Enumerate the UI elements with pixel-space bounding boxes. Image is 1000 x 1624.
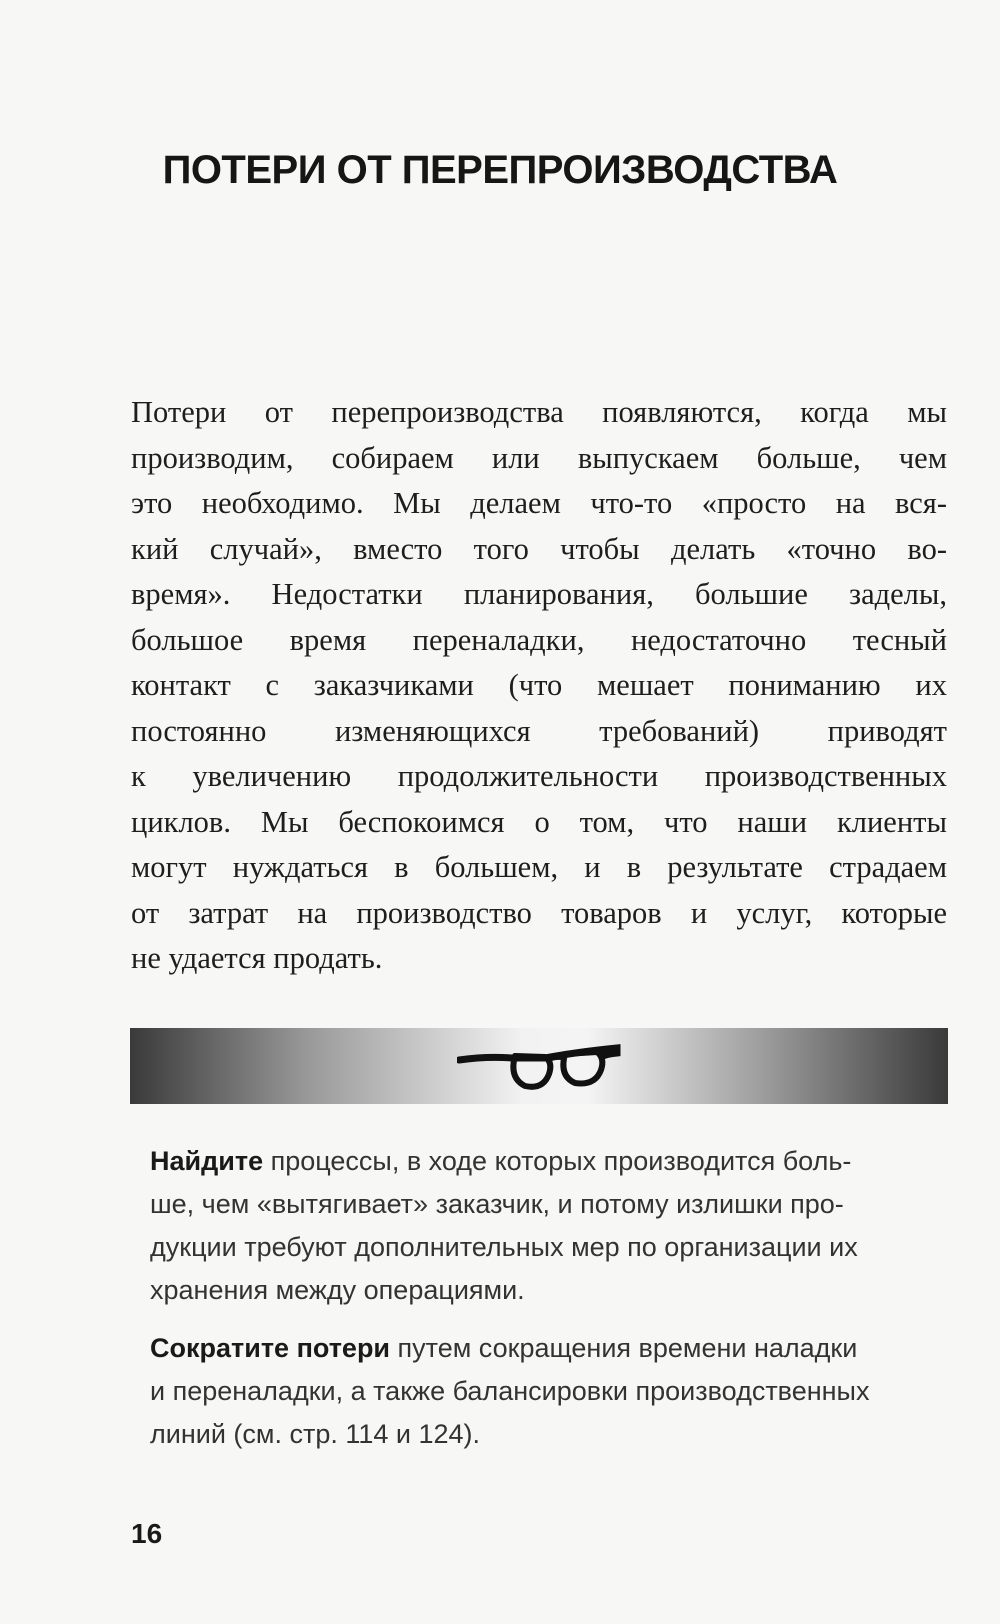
paragraph-line: к увеличению продолжительности производственных: [131, 759, 947, 793]
paragraph-line: не удается продать.: [131, 941, 383, 975]
tip-keyword: Найдите: [150, 1146, 264, 1176]
glasses-banner: [130, 1028, 948, 1104]
find-tip: [150, 1140, 940, 1312]
tip-text: путем сокращения времени наладки: [390, 1333, 858, 1363]
paragraph-line: от затрат на производство товаров и услуг, которые: [131, 895, 947, 930]
tip-text: процессы, в ходе которых производится боль-: [263, 1146, 852, 1176]
paragraph-line: циклов. Мы беспокоимся о том, что наши клиенты: [131, 804, 947, 839]
tip-line: ше, чем «вытягивает» заказчик, и потому излишки про-: [150, 1189, 844, 1219]
tip-line: хранения между операциями.: [150, 1275, 525, 1305]
reduce-tip: [150, 1327, 940, 1456]
tip-keyword: Сократите потери: [150, 1333, 391, 1363]
page-number: 16: [131, 1518, 163, 1549]
paragraph-line: это необходимо. Мы делаем что-то «просто на вся-: [131, 486, 947, 520]
glasses-icon: [457, 1036, 627, 1096]
paragraph-line: Потери от перепроизводства появляются, когда мы: [131, 395, 947, 429]
tip-line: линий (см. стр. 114 и 124).: [150, 1419, 481, 1449]
page-title: ПОТЕРИ ОТ ПЕРЕПРОИЗВОДСТВА: [162, 148, 838, 192]
paragraph-line: постоянно изменяющихся требований) приводят: [131, 713, 947, 748]
paragraph-line: производим, собираем или выпускаем больше, чем: [131, 440, 947, 475]
paragraph-line: кий случай», вместо того чтобы делать «точно во-: [131, 531, 947, 566]
paragraph-line: большое время переналадки, недостаточно тесный: [131, 622, 947, 657]
tip-line: [150, 1327, 940, 1370]
tip-line: и переналадки, а также балансировки производственных: [150, 1376, 870, 1406]
body-paragraph: [131, 390, 947, 982]
tip-line: [150, 1140, 940, 1183]
paragraph-line: контакт с заказчиками (что мешает пониманию их: [131, 668, 947, 702]
tip-line: дукции требуют дополнительных мер по организации их: [150, 1232, 858, 1262]
paragraph-line: могут нуждаться в большем, и в результате страдаем: [131, 850, 947, 884]
paragraph-line: время». Недостатки планирования, большие заделы,: [131, 577, 947, 611]
